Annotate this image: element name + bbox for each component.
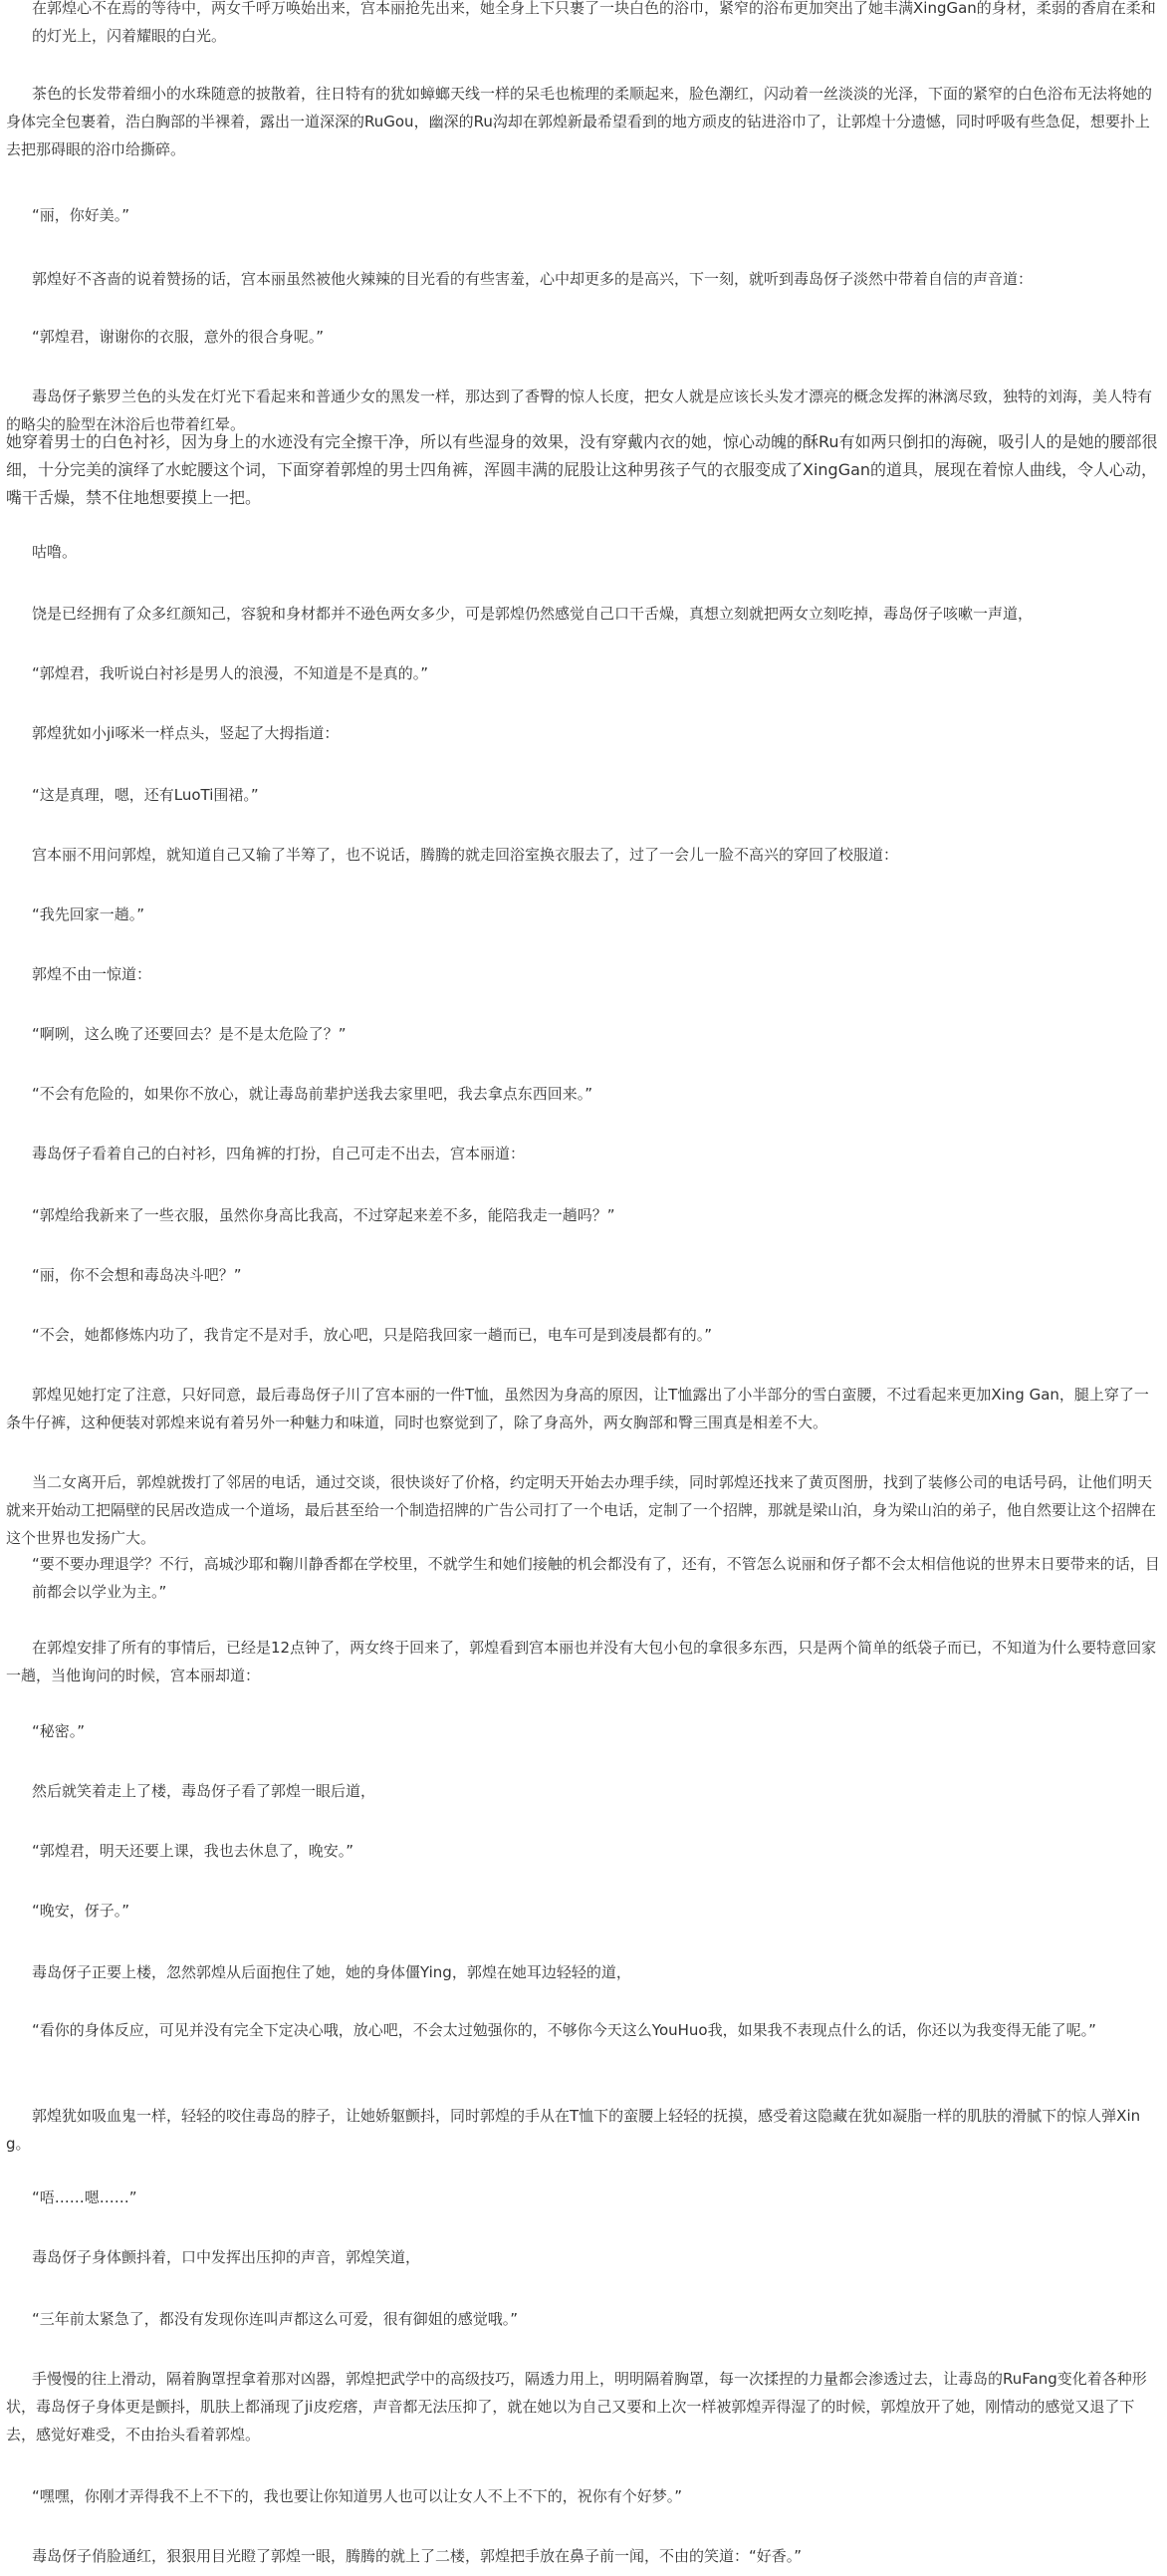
paragraph: 她穿着男士的白色衬衫，因为身上的水迹没有完全擦干净，所以有些湿身的效果，没有穿戴内衣的她，惊心动魄的酥Ru有如两只倒扣的海碗，吸引人的是她的腰部很细，十分完美的演绎了水蛇腰这个词，下面穿着郭煌的男士四角裤，浑圆丰满的屁股让这种男孩子气的衣服变成了XingGan的道具，展现在着惊人曲线，令人心动，嘴干舌燥，禁不住地想要摸上一把。 [6,432,1158,507]
paragraph: 咕噜。 [32,543,78,561]
paragraph: 当二女离开后，郭煌就拨打了邻居的电话，通过交谈，很快谈好了价格，约定明天开始去办理手续，同时郭煌还找来了黄页图册，找到了装修公司的电话号码，让他们明天就来开始动工把隔壁的民居改造成一个道场，最后甚至给一个制造招牌的广告公司打了一个电话，定制了一个招牌，那就是梁山泊，身为梁山泊的弟子，他自然要让这个招牌在这个世界也发扬广大。 [6,1473,1157,1547]
dialogue-line: “嘿嘿，你刚才弄得我不上不下的，我也要让你知道男人也可以让女人不上不下的，祝你有个好梦。” [32,2487,683,2505]
dialogue-line: “晚安，伢子。” [32,1902,130,1920]
dialogue-line: “不会，她都修炼内功了，我肯定不是对手，放心吧，只是陪我回家一趟而已，电车可是到凌晨都有的。” [32,1326,713,1344]
paragraph: 郭煌不由一惊道： [32,965,152,983]
paragraph: 郭煌犹如小ji啄米一样点头，竖起了大拇指道： [32,724,340,742]
dialogue-line: “这是真理，嗯，还有LuoTi围裙。” [32,786,259,804]
dialogue-line: “要不要办理退学？不行，高城沙耶和鞠川静香都在学校里，不就学生和她们接触的机会都没有了，还有，不管怎么说丽和伢子都不会太相信他说的世界末日要带来的话，目前都会以学业为主。” [32,1555,1160,1601]
dialogue-line: “丽，你不会想和毒岛决斗吧？” [32,1266,242,1284]
paragraph: 郭煌好不吝啬的说着赞扬的话，宫本丽虽然被他火辣辣的目光看的有些害羞，心中却更多的是高兴，下一刻，就听到毒岛伢子淡然中带着自信的声音道： [32,270,1034,288]
dialogue-line: “三年前太紧急了，都没有发现你连叫声都这么可爱，很有御姐的感觉哦。” [32,2310,519,2328]
paragraph: 毒岛伢子看着自己的白衬衫，四角裤的打扮，自己可走不出去，宫本丽道： [32,1145,526,1162]
dialogue-line: “郭煌君，明天还要上课，我也去休息了，晚安。” [32,1842,354,1860]
dialogue-line: “郭煌君，我听说白衬衫是男人的浪漫，不知道是不是真的。” [32,664,429,682]
paragraph: 郭煌犹如吸血鬼一样，轻轻的咬住毒岛的脖子，让她娇躯颤抖，同时郭煌的手从在T恤下的蛮腰上轻轻的抚摸，感受着这隐藏在犹如凝脂一样的肌肤的滑腻下的惊人弹Xing。 [6,2107,1141,2153]
paragraph: 饶是已经拥有了众多红颜知己，容貌和身材都并不逊色两女多少，可是郭煌仍然感觉自己口干舌燥，真想立刻就把两女立刻吃掉，毒岛伢子咳嗽一声道， [32,605,1034,623]
dialogue-line: “丽，你好美。” [32,206,130,224]
dialogue-line: “我先回家一趟。” [32,905,145,923]
paragraph: 在郭煌安排了所有的事情后，已经是12点钟了，两女终于回来了，郭煌看到宫本丽也并没有大包小包的拿很多东西，只是两个简单的纸袋子而已，不知道为什么要特意回家一趟，当他询问的时候，宫本丽却道： [6,1639,1157,1684]
paragraph: 宫本丽不用问郭煌，就知道自己又输了半筹了，也不说话，腾腾的就走回浴室换衣服去了，过了一会儿一脸不高兴的穿回了校服道： [32,846,899,864]
dialogue-line: “郭煌君，谢谢你的衣服，意外的很合身呢。” [32,328,325,346]
dialogue-line: “看你的身体反应，可见并没有完全下定决心哦，放心吧，不会太过勉强你的，不够你今天这么YouHuo我，如果我不表现点什么的话，你还以为我变得无能了呢。” [32,2021,1096,2039]
paragraph: 手慢慢的往上滑动，隔着胸罩捏拿着那对凶器，郭煌把武学中的高级技巧，隔透力用上，明明隔着胸罩，每一次揉捏的力量都会渗透过去，让毒岛的RuFang变化着各种形状，毒岛伢子身体更是颤抖，肌肤上都涌现了ji皮疙瘩，声音都无法压抑了，就在她以为自己又要和上次一样被郭煌弄得湿了的时候，郭煌放开了她，刚情动的感觉又退了下去，感觉好难受，不由抬头看着郭煌。 [6,2370,1147,2444]
paragraph: 在郭煌心不在焉的等待中，两女千呼万唤始出来，宫本丽抢先出来，她全身上下只裹了一块白色的浴巾，紧窄的浴布更加突出了她丰满XingGan的身材，柔弱的香肩在柔和的灯光上，闪着耀眼的白光。 [32,0,1156,45]
paragraph: 毒岛伢子紫罗兰色的头发在灯光下看起来和普通少女的黑发一样，那达到了香臀的惊人长度，把女人就是应该长头发才漂亮的概念发挥的淋漓尽致，独特的刘海，美人特有的略尖的脸型在沐浴后也带着红晕。 [6,387,1153,433]
paragraph: 毒岛伢子俏脸通红，狠狠用目光瞪了郭煌一眼，腾腾的就上了二楼，郭煌把手放在鼻子前一闻，不由的笑道：“好香。” [32,2547,803,2565]
paragraph: 茶色的长发带着细小的水珠随意的披散着，往日特有的犹如蟑螂天线一样的呆毛也梳理的柔顺起来，脸色潮红，闪动着一丝淡淡的光泽，下面的紧窄的白色浴布无法将她的身体完全包裹着，浩白胸部的半裸着，露出一道深深的RuGou，幽深的Ru沟却在郭煌新最希望看到的地方顽皮的钻进浴巾了，让郭煌十分遗憾，同时呼吸有些急促，想要扑上去把那碍眼的浴巾给撕碎。 [6,85,1153,158]
dialogue-line: “唔……嗯……” [32,2189,137,2206]
paragraph: 郭煌见她打定了注意，只好同意，最后毒岛伢子川了宫本丽的一件T恤，虽然因为身高的原因，让T恤露出了小半部分的雪白蛮腰，不过看起来更加Xing Gan，腿上穿了一条牛仔裤，这种便装对郭煌来说有着另外一种魅力和味道，同时也察觉到了，除了身高外，两女胸部和臀三围真是相差不大。 [6,1386,1149,1431]
dialogue-line: “不会有危险的，如果你不放心，就让毒岛前辈护送我去家里吧，我去拿点东西回来。” [32,1085,593,1103]
paragraph: 然后就笑着走上了楼，毒岛伢子看了郭煌一眼后道， [32,1782,376,1800]
paragraph: 毒岛伢子身体颤抖着，口中发挥出压抑的声音，郭煌笑道， [32,2248,421,2266]
paragraph: 毒岛伢子正要上楼，忽然郭煌从后面抱住了她，她的身体僵Ying，郭煌在她耳边轻轻的道， [32,1963,631,1981]
dialogue-line: “郭煌给我新来了一些衣服，虽然你身高比我高，不过穿起来差不多，能陪我走一趟吗？” [32,1206,615,1224]
dialogue-line: “秘密。” [32,1722,86,1740]
dialogue-line: “啊咧，这么晚了还要回去？是不是太危险了？” [32,1025,347,1043]
